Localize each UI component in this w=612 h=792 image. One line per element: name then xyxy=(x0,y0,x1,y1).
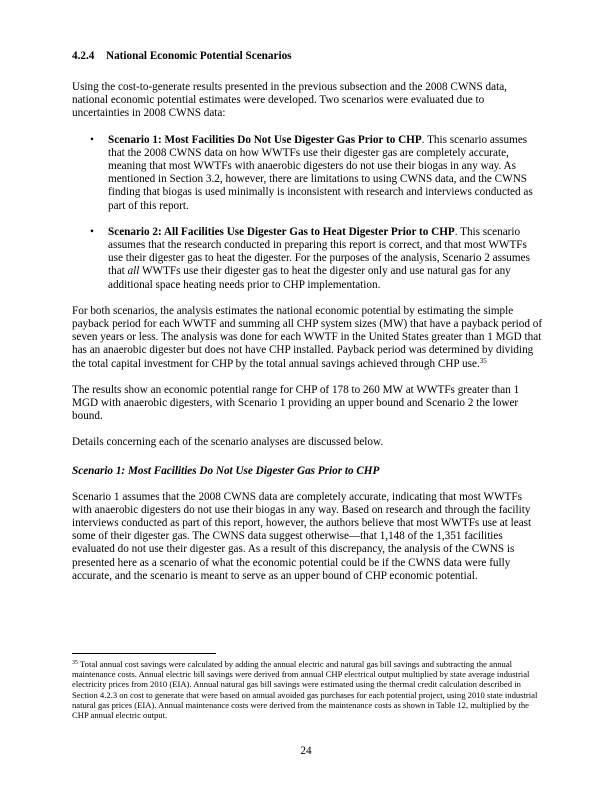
footnote-divider xyxy=(72,653,216,654)
bullet-icon: • xyxy=(90,225,94,238)
scenario-2-description-end: WWTFs use their digester gas to heat the digester only and use natural gas for any additional space heating needs prior to CHP implementation. xyxy=(108,265,511,291)
scenario-2-emphasis: all xyxy=(127,265,140,278)
page-number: 24 xyxy=(300,745,312,757)
section-heading xyxy=(72,49,544,63)
results-paragraph: The results show an economic potential range for CHP of 178 to 260 MW at WWTFs greater than 1 MGD with anaerobic digesters, with Scenario 1 providing an upper bound and Scenario 2 the lower bound. xyxy=(72,383,520,423)
footnote-number: 35 xyxy=(72,660,78,666)
analysis-text: For both scenarios, the analysis estimates the national economic potential by estimating the simple payback period for each WWTF and summing all CHP system sizes (MW) that have a payback period of seven years or less. The analysis was done for each WWTF in the United States greater than 1 MGD that has an anaerobic digester but does not have CHP installed. Payback period was determined by dividing the total capital investment for CHP by the total annual savings achieved through CHP use. xyxy=(72,304,543,370)
page-body xyxy=(72,49,544,583)
intro-paragraph: Using the cost-to-generate results presented in the previous subsection and the 2008 CWNS data, national economic potential estimates were developed. Two scenarios were evaluated due to uncertainties in 2008 CWNS data: xyxy=(72,81,507,120)
analysis-paragraph xyxy=(72,305,544,371)
scenario-1-heading: Scenario 1: Most Facilities Do Not Use Digester Gas Prior to CHP xyxy=(72,464,380,477)
footnote-text: Total annual cost savings were calculated by adding the annual electric and natural gas bill savings and subtracting the annual maintenance costs. Annual electric bill savings were derived from annual CHP electrical output multiplied by state average industrial electricity prices from 2010 (EIA). Annual natural gas bill savings were estimated using the thermal credit calculation described in Section 4.2.3 on cost to generate that were based on annual avoided gas purchases for each potential project, using 2010 state industrial natural gas prices (EIA). Annual maintenance costs were derived from the maintenance costs as shown in Table 12, multiplied by the CHP annual electric output. xyxy=(72,659,538,721)
scenario-list xyxy=(72,134,544,292)
scenario-list-item xyxy=(72,226,544,292)
scenario-list-item xyxy=(72,134,544,213)
scenario-2-title: Scenario 2: All Facilities Use Digester Gas to Heat Digester Prior to CHP xyxy=(108,225,455,238)
footnote xyxy=(72,659,544,720)
footnote-reference[interactable]: 35 xyxy=(479,356,487,365)
scenario-1-title: Scenario 1: Most Facilities Do Not Use Digester Gas Prior to CHP xyxy=(108,133,422,146)
section-title: National Economic Potential Scenarios xyxy=(106,50,292,62)
scenario-2-description: . This scenario assumes that the research conducted in preparing this report is correct, and that most WWTFs use their digester gas to heat the digester. For the purposes of the analysis, Scenario 2 assumes that xyxy=(108,225,530,278)
scenario-1-description: . This scenario assumes that the 2008 CWNS data on how WWTFs use their digester gas are completely accurate, meaning that most WWTFs with anaerobic digesters do not use their biogas in any way. As mentioned in Section 3.2, however, there are limitations to using CWNS data, and the CWNS finding that biogas is used minimally is inconsistent with research and interviews conducted as part of this report. xyxy=(108,133,533,212)
details-paragraph: Details concerning each of the scenario analyses are discussed below. xyxy=(72,436,384,449)
bullet-icon: • xyxy=(90,133,94,146)
section-number: 4.2.4 xyxy=(72,50,95,62)
scenario-1-paragraph: Scenario 1 assumes that the 2008 CWNS data are completely accurate, indicating that most WWTFs with anaerobic digesters do not use their biogas in any way. Based on research and through the facility interviews conducted as part of this report, however, the authors believe that most WWTFs use at least some of their digester gas. The CWNS data suggest otherwise—that 1,148 of the 1,351 facilities evaluated do not use their digester gas. As a result of this discrepancy, the analysis of the CWNS is presented here as a scenario of what the economic potential could be if the CWNS data were fully accurate, and the scenario is meant to serve as an upper bound of CHP economic potential. xyxy=(72,490,532,582)
